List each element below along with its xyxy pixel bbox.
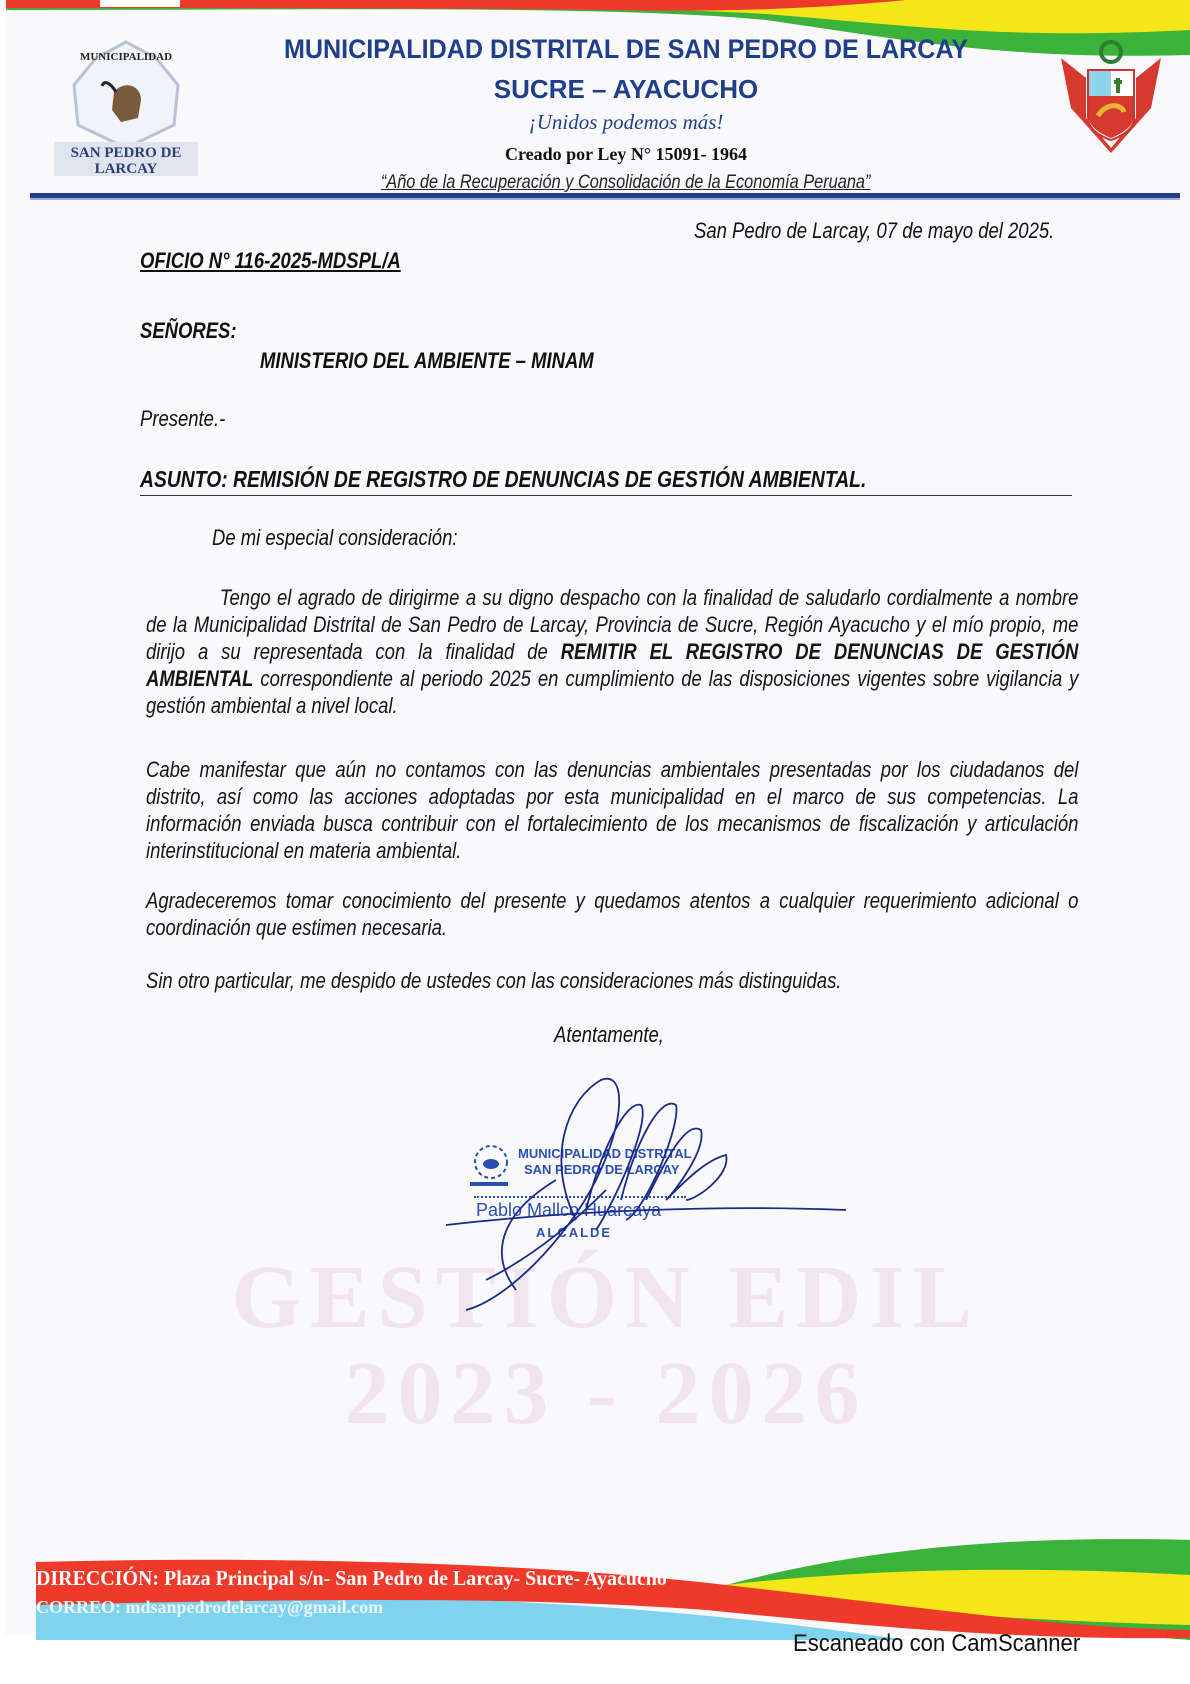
- municipality-title: MUNICIPALIDAD DISTRITAL DE SAN PEDRO DE LARCAY: [283, 34, 969, 64]
- svg-text:SAN PEDRO DE: SAN PEDRO DE: [70, 145, 182, 161]
- province-region: SUCRE – AYACUCHO: [493, 74, 759, 104]
- signer-role: ALCALDE: [536, 1225, 613, 1240]
- paragraph-2: Cabe manifestar que aún no contamos con las denuncias ambientales presentadas por los ciudadanos del distrito, así como las acciones adoptadas por esta municipalidad en el marco de sus competencias. La información enviada busca contribuir con el fortalecimiento de los mecanismos de fiscalización y articulación interinstitucional en materia ambiental.: [146, 757, 1079, 863]
- recipient: MINISTERIO DEL AMBIENTE – MINAM: [260, 348, 594, 373]
- footer-email: CORREO: mdsanpedrodelarcay@gmail.com: [36, 1597, 384, 1617]
- paragraph-1: [146, 584, 1078, 719]
- svg-text:MUNICIPALIDAD: MUNICIPALIDAD: [79, 51, 173, 63]
- paragraph-4: Sin otro particular, me despido de ustedes con las consideraciones más distinguidas.: [146, 968, 842, 993]
- subject-underline: [140, 495, 1072, 496]
- watermark-line2: 2023 - 2026: [344, 1344, 868, 1443]
- signer-name: Pablo Mallco Huarcaya: [476, 1200, 662, 1220]
- creation-law: Creado por Ley N° 15091- 1964: [504, 144, 748, 164]
- closing: Atentamente,: [554, 1022, 664, 1047]
- letter-date: San Pedro de Larcay, 07 de mayo del 2025.: [694, 218, 1055, 243]
- year-name: “Año de la Recuperación y Consolidación de la Economía Peruana”: [381, 172, 871, 193]
- paragraph-3: Agradeceremos tomar conocimiento del presente y quedamos atentos a cualquier requerimiento adicional o coordinación que estimen necesaria.: [146, 888, 1079, 940]
- footer-address: DIRECCIÓN: Plaza Principal s/n- San Pedro de Larcay- Sucre- Ayacucho: [36, 1566, 667, 1590]
- paragraph-1-text-end: correspondiente al periodo 2025 en cumplimiento de las disposiciones vigentes sobre vigilancia y gestión ambiental a nivel local.: [146, 666, 1079, 718]
- header-divider: [30, 193, 1180, 200]
- oficio-number: OFICIO N° 116-2025-MDSPL/A: [140, 248, 401, 273]
- scanned-letter-page: [6, 0, 1190, 1635]
- municipal-logo: [46, 30, 206, 180]
- subject: ASUNTO: REMISIÓN DE REGISTRO DE DENUNCIAS DE GESTIÓN AMBIENTAL.: [140, 466, 867, 492]
- presente: Presente.-: [140, 406, 226, 431]
- stamp-line1: MUNICIPALIDAD DISTRITAL: [518, 1146, 692, 1161]
- watermark-line1: GESTIÓN EDIL: [231, 1248, 981, 1347]
- motto: ¡Unidos podemos más!: [528, 110, 724, 134]
- camscanner-note: Escaneado con CamScanner: [792, 1630, 1080, 1657]
- handwritten-signature: [426, 1060, 846, 1320]
- svg-text:LARCAY: LARCAY: [94, 161, 158, 177]
- greeting: De mi especial consideración:: [212, 525, 458, 550]
- salutation: SEÑORES:: [140, 318, 237, 343]
- peru-coat-of-arms: [1056, 38, 1166, 158]
- stamp-line2: SAN PEDRO DE LARCAY: [524, 1162, 680, 1177]
- paragraph-1-text: Tengo el agrado de dirigirme a su digno despacho con la finalidad de saludarlo cordialmente a nombre de la Municipalidad Distrital de San Pedro de Larcay, Provincia de Sucre, Región Ayacucho y el mío propio, me dirijo a su representada con la finalidad de: [146, 585, 1079, 664]
- paragraph-1-emphasis: REMITIR EL REGISTRO DE DENUNCIAS DE GESTIÓN AMBIENTAL: [146, 639, 1079, 691]
